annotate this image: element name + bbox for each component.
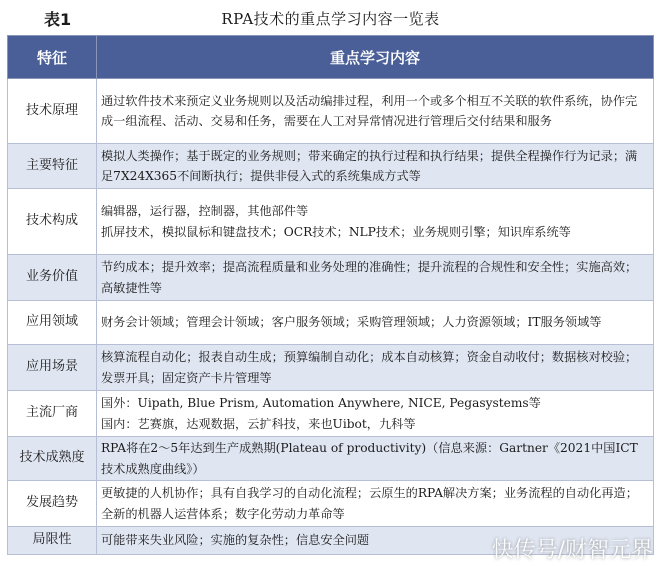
header-content: 重点学习内容 (97, 36, 654, 79)
row-feature: 应用领域 (8, 301, 97, 345)
header-row (8, 36, 654, 79)
row-feature: 局限性 (8, 527, 97, 555)
table-row (8, 301, 654, 345)
table-row (8, 345, 654, 391)
row-content (97, 189, 654, 255)
row-content: 核算流程自动化；报表自动生成；预算编制自动化；成本自动核算；资金自动收付；数据核对校验；发票开具；固定资产卡片管理等 (97, 345, 654, 391)
table-row (8, 437, 654, 481)
table-row (8, 255, 654, 301)
rpa-summary-table (7, 35, 654, 555)
row-content: 可能带来失业风险；实施的复杂性；信息安全问题 (97, 527, 654, 555)
table-caption (0, 0, 661, 34)
row-feature: 业务价值 (8, 255, 97, 301)
row-feature: 技术构成 (8, 189, 97, 255)
row-content: 通过软件技术来预定义业务规则以及活动编排过程，利用一个或多个相互不关联的软件系统，协作完成一组流程、活动、交易和任务，需要在人工对异常情况进行管理后交付结果和服务 (97, 79, 654, 144)
table-row (8, 189, 654, 255)
table-title: RPA技术的重点学习内容一览表 (221, 10, 440, 28)
row-feature: 主要特征 (8, 144, 97, 189)
row-content: 节约成本；提升效率；提高流程质量和业务处理的准确性；提升流程的合规性和安全性；实施高效；高敏捷性等 (97, 255, 654, 301)
row-feature: 发展趋势 (8, 481, 97, 527)
row-feature: 主流厂商 (8, 391, 97, 437)
table-row (8, 481, 654, 527)
row-content: 模拟人类操作；基于既定的业务规则；带来确定的执行过程和执行结果；提供全程操作行为记录；满足7X24X365不间断执行；提供非侵入式的系统集成方式等 (97, 144, 654, 189)
row-content (97, 391, 654, 437)
vendors-text: 国外：Uipath, Blue Prism, Automation Anywhere, NICE, Pegasystems等 国内：艺赛旗，达观数据，云扩科技，来也Uibot，九科等 (101, 396, 541, 431)
row-content: RPA将在2～5年达到生产成熟期(Plateau of productivity)（信息来源：Gartner《2021中国ICT技术成熟度曲线》） (97, 437, 654, 481)
table-number: 表1 (44, 10, 72, 29)
header-feature: 特征 (8, 36, 97, 79)
table-row (8, 391, 654, 437)
row-feature: 应用场景 (8, 345, 97, 391)
row-content: 财务会计领域；管理会计领域；客户服务领域；采购管理领域；人力资源领域；IT服务领域等 (97, 301, 654, 345)
table-row (8, 144, 654, 189)
row-feature: 技术成熟度 (8, 437, 97, 481)
watermark: 快传号/财智元界 (491, 538, 653, 563)
editor-components-line: 编辑器，运行器，控制器，其他部件等 抓屏技术，模拟鼠标和键盘技术；OCR技术；NLP技术；业务规则引擎；知识库系统等 (101, 204, 571, 239)
table-row (8, 79, 654, 144)
row-feature: 技术原理 (8, 79, 97, 144)
row-content: 更敏捷的人机协作；具有自我学习的自动化流程；云原生的RPA解决方案；业务流程的自动化再造；全新的机器人运营体系；数字化劳动力革命等 (97, 481, 654, 527)
